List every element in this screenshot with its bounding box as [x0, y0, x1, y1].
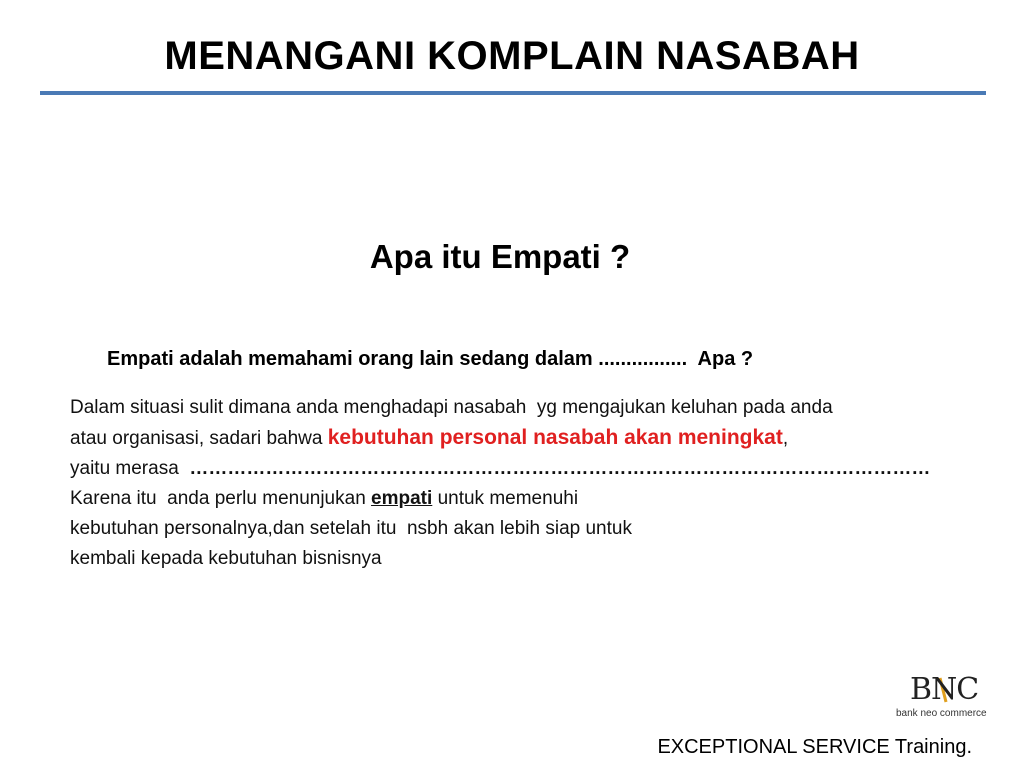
slide-subtitle: Apa itu Empati ? — [369, 238, 631, 275]
body-line-2-suffix: , — [782, 428, 789, 449]
body-line-6: kembali kepada kebutuhan bisnisnya — [70, 548, 382, 569]
body-line-1: Dalam situasi sulit dimana anda menghadapi nasabah yg mengajukan keluhan pada anda — [70, 397, 833, 418]
footer-text: EXCEPTIONAL SERVICE Training. — [657, 736, 972, 758]
body-line-3-prefix: yaitu merasa — [70, 458, 190, 479]
blank-dots: ……………………………………………………………………………………………………… — [189, 458, 931, 479]
body-line-5: kebutuhan personalnya,dan setelah itu nsbh akan lebih siap untuk — [70, 518, 632, 539]
body-line-2 — [70, 423, 1005, 454]
body-line-4-suffix: untuk memenuhi — [432, 488, 579, 509]
empathy-definition: Empati adalah memahami orang lain sedang dalam ................ Apa ? — [107, 348, 754, 370]
bnc-logo — [888, 672, 998, 724]
body-paragraph — [70, 393, 1005, 574]
body-line-4 — [70, 484, 1005, 514]
body-line-3 — [70, 454, 1005, 484]
highlighted-phrase: kebutuhan personal nasabah akan meningkat — [327, 426, 783, 449]
body-line-2-prefix: atau organisasi, sadari bahwa — [70, 428, 328, 449]
underlined-word: empati — [371, 488, 433, 509]
logo-subtext: bank neo commerce — [896, 708, 987, 719]
body-line-4-prefix: Karena itu anda perlu menunjukan — [70, 488, 372, 509]
title-divider — [40, 91, 986, 95]
logo-mark: BNC — [910, 672, 979, 707]
slide-title: MENANGANI KOMPLAIN NASABAH — [164, 34, 860, 78]
